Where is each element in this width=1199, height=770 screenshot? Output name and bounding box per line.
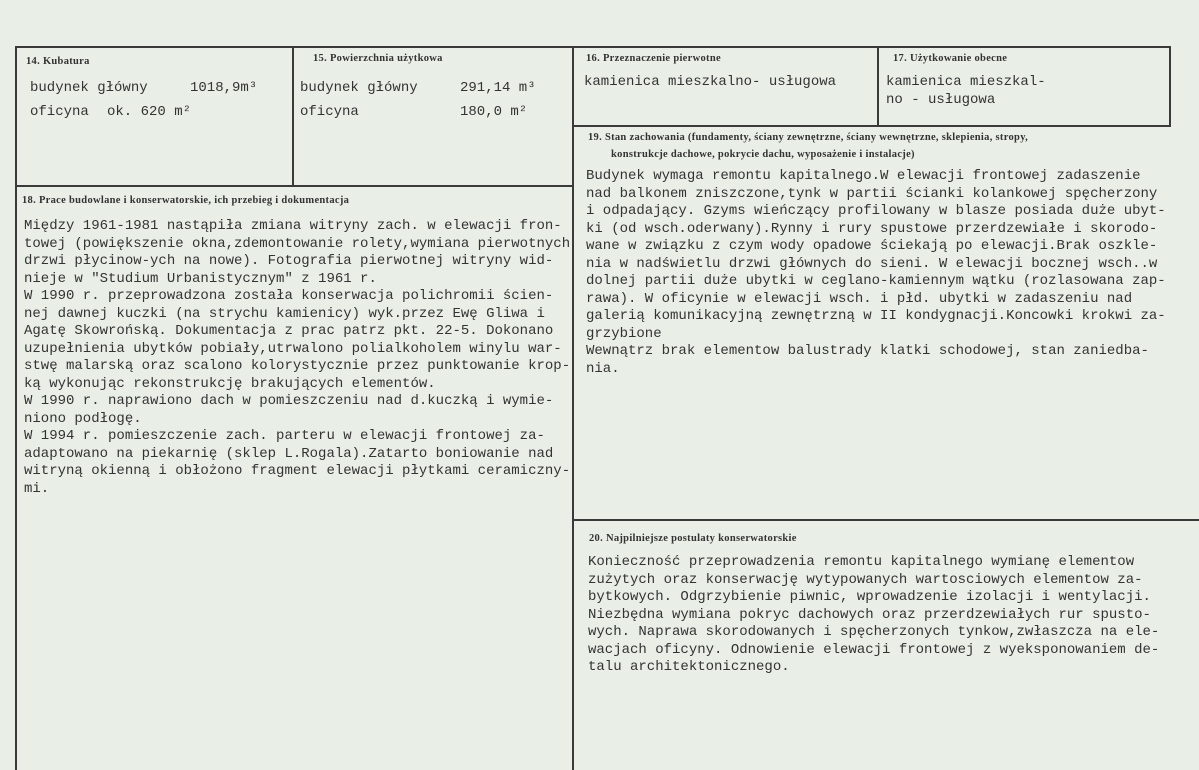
field-15-row-value: 291,14 m³ [460, 80, 536, 96]
divider [15, 185, 573, 187]
field-14-row-name: budynek główny [30, 80, 148, 96]
field-18-line: niono podłogę. [24, 410, 142, 427]
field-14-label: 14. Kubatura [26, 56, 90, 67]
field-20-line: Niezbędna wymiana pokryc dachowych oraz przerdzewiałych rur spusto- [588, 606, 1151, 623]
field-20-line: talu architektonicznego. [588, 659, 790, 675]
field-18-line: Między 1961-1981 nastąpiła zmiana witryny zach. w elewacji fron- [24, 218, 562, 234]
field-18-line: W 1994 r. pomieszczenie zach. parteru w elewacji frontowej za- [24, 428, 545, 444]
field-18-line: stwę malarską oraz scalono kolorystycznie przez punktowanie krop- [24, 358, 571, 374]
field-19-line: nad balkonem zniszczone,tynk w partii ścianki kolankowej spęcherzony [586, 185, 1158, 202]
field-19-line: grzybione [586, 325, 662, 342]
field-19-line: rawa). W oficynie w elewacji wsch. i płd. ubytki w zadaszeniu nad [586, 290, 1133, 307]
field-19-line: Wewnątrz brak elementow balustrady klatki schodowej, stan zaniedba- [586, 343, 1149, 359]
divider [15, 46, 1171, 48]
field-18-line: mi. [24, 480, 50, 497]
field-18-line: witryną okienną i obłożono fragment elewacji płytkami ceramiczny- [24, 463, 571, 479]
field-17-label: 17. Użytkowanie obecne [893, 53, 1008, 64]
divider [572, 519, 1199, 521]
field-18-line: W 1990 r. naprawiono dach w pomieszczeniu nad d.kuczką i wymie- [24, 393, 554, 409]
field-19-line: i odpadający. Gzyms wieńczący profilowany w blasze posiada duże ubyt- [586, 203, 1166, 219]
field-19-line: nia w nadświetlu drzwi głównych do sieni. W elewacji bocznej wsch..w [586, 255, 1158, 272]
field-19-line: Budynek wymaga remontu kapitalnego.W elewacji frontowej zadaszenie [586, 168, 1141, 184]
field-19-label: konstrukcje dachowe, pokrycie dachu, wyposażenie i instalacje) [611, 149, 915, 160]
field-18-line: ką wykonując rekonstrukcję brakujących elementów. [24, 375, 436, 392]
field-15-row-value: 180,0 m² [460, 104, 528, 120]
field-15-row-name: budynek główny [300, 80, 418, 96]
field-18-label: 18. Prace budowlane i konserwatorskie, ich przebieg i dokumentacja [22, 195, 350, 206]
field-18-line: Agatę Skowrońską. Dokumentacja z prac patrz pkt. 22-5. Dokonano [24, 323, 554, 339]
divider [1169, 46, 1171, 126]
field-14-row-name: oficyna [30, 104, 89, 120]
field-19-label: 19. Stan zachowania (fundamenty, ściany zewnętrzne, ściany wewnętrzne, sklepienia, stropy, [588, 132, 1029, 143]
field-18-line: towej (powiększenie okna,zdemontowanie rolety,wymiana pierwotnych [24, 235, 571, 252]
field-14-row-value: ok. 620 m² [107, 104, 192, 120]
field-19-line: nia. [586, 360, 620, 377]
field-19-line: dolnej partii duże ubytki w ceglano-kamiennym wątku (rozlasowana zap- [586, 273, 1166, 289]
divider [572, 46, 574, 770]
field-20-line: bytkowych. Odgrzybienie piwnic, wprowadzenie izolacji i wentylacji. [588, 589, 1151, 605]
field-20-line: wacjach oficyny. Odnowienie elewacji frontowej z wyeksponowaniem de- [588, 641, 1160, 658]
field-15-row-name: oficyna [300, 104, 359, 120]
field-15-label: 15. Powierzchnia użytkowa [313, 53, 443, 64]
field-20-line: wych. Naprawa skorodowanych i spęcherzonych tynkow,zwłaszcza na ele- [588, 624, 1160, 640]
field-19-line: wane w związku z czym wody opadowe ściekają po elewacji.Brak oszkle- [586, 238, 1158, 254]
field-18-line: nej dawnej kuczki (na strychu kamienicy) wyk.przez Ewę Gliwa i [24, 305, 545, 322]
field-18-line: adaptowano na piekarnię (sklep L.Rogala).Zatarto boniowanie nad [24, 445, 554, 462]
field-20-label: 20. Najpilniejsze postulaty konserwatorskie [589, 533, 797, 544]
field-16-value: kamienica mieszkalno- usługowa [584, 74, 837, 90]
field-20-line: Konieczność przeprowadzenia remontu kapitalnego wymianę elementow [588, 554, 1135, 570]
divider [572, 125, 1171, 127]
field-20-line: zużytych oraz konserwację wytypowanych wartosciowych elementow za- [588, 571, 1143, 588]
field-18-line: W 1990 r. przeprowadzona została konserwacja polichromii ścien- [24, 288, 554, 304]
field-18-line: drzwi płycinow-ych na nowe). Fotografia pierwotnej witryny wid- [24, 253, 554, 269]
field-18-line: nieje w "Studium Urbanistycznym" z 1961 r. [24, 270, 377, 287]
field-14-row-value: 1018,9m³ [190, 80, 258, 96]
field-19-line: galerią komunikacyjną zewnętrzną w II kondygnacji.Koncowki krokwi za- [586, 308, 1166, 324]
field-17-line: no - usługowa [886, 92, 996, 108]
field-18-line: uzupełnienia ubytków pobiały,utrwalono polialkoholem winylu war- [24, 340, 562, 357]
field-17-line: kamienica mieszkal- [886, 74, 1046, 90]
field-19-line: ki (od wsch.oderwany).Rynny i rury spustowe przerdzewiałe i skorodo- [586, 220, 1158, 237]
field-16-label: 16. Przeznaczenie pierwotne [586, 53, 721, 64]
divider [15, 46, 17, 770]
divider [877, 46, 879, 126]
divider [292, 46, 294, 186]
